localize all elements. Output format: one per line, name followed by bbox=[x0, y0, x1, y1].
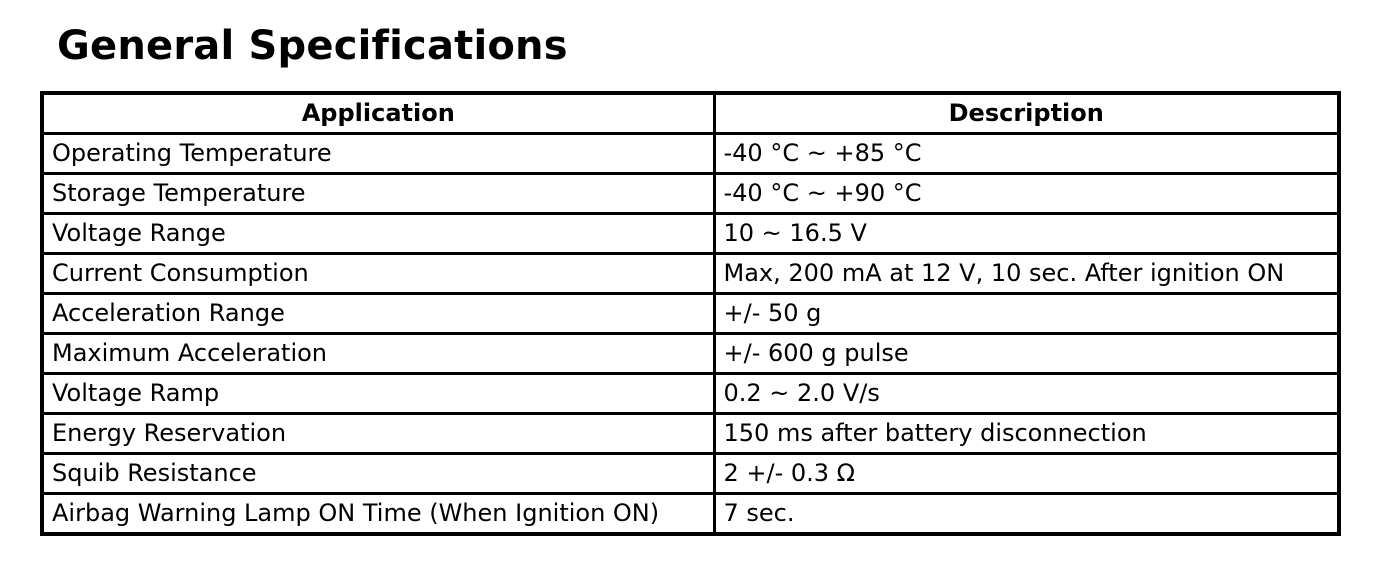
specifications-table bbox=[40, 91, 1341, 536]
application-cell: Storage Temperature bbox=[42, 174, 714, 214]
application-cell: Acceleration Range bbox=[42, 294, 714, 334]
column-header-application: Application bbox=[42, 93, 714, 134]
application-cell: Voltage Ramp bbox=[42, 374, 714, 414]
application-cell: Airbag Warning Lamp ON Time (When Ignition ON) bbox=[42, 494, 714, 535]
description-cell: 0.2 ~ 2.0 V/s bbox=[714, 374, 1339, 414]
description-cell: 7 sec. bbox=[714, 494, 1339, 535]
table-row bbox=[42, 294, 1339, 334]
description-cell: +/- 50 g bbox=[714, 294, 1339, 334]
description-cell: -40 °C ~ +90 °C bbox=[714, 174, 1339, 214]
application-cell: Energy Reservation bbox=[42, 414, 714, 454]
description-cell: 2 +/- 0.3 Ω bbox=[714, 454, 1339, 494]
table-header-row bbox=[42, 93, 1339, 134]
application-cell: Current Consumption bbox=[42, 254, 714, 294]
application-cell: Voltage Range bbox=[42, 214, 714, 254]
table-row bbox=[42, 454, 1339, 494]
description-cell: Max, 200 mA at 12 V, 10 sec. After ignition ON bbox=[714, 254, 1339, 294]
table-row bbox=[42, 254, 1339, 294]
description-cell: -40 °C ~ +85 °C bbox=[714, 134, 1339, 174]
description-cell: +/- 600 g pulse bbox=[714, 334, 1339, 374]
page-title: General Specifications bbox=[57, 23, 568, 69]
table-row bbox=[42, 334, 1339, 374]
table-row bbox=[42, 214, 1339, 254]
table-row bbox=[42, 134, 1339, 174]
table-row bbox=[42, 414, 1339, 454]
table-row bbox=[42, 174, 1339, 214]
application-cell: Operating Temperature bbox=[42, 134, 714, 174]
application-cell: Maximum Acceleration bbox=[42, 334, 714, 374]
column-header-description: Description bbox=[714, 93, 1339, 134]
description-cell: 150 ms after battery disconnection bbox=[714, 414, 1339, 454]
table-row bbox=[42, 494, 1339, 535]
description-cell: 10 ~ 16.5 V bbox=[714, 214, 1339, 254]
table-row bbox=[42, 374, 1339, 414]
application-cell: Squib Resistance bbox=[42, 454, 714, 494]
